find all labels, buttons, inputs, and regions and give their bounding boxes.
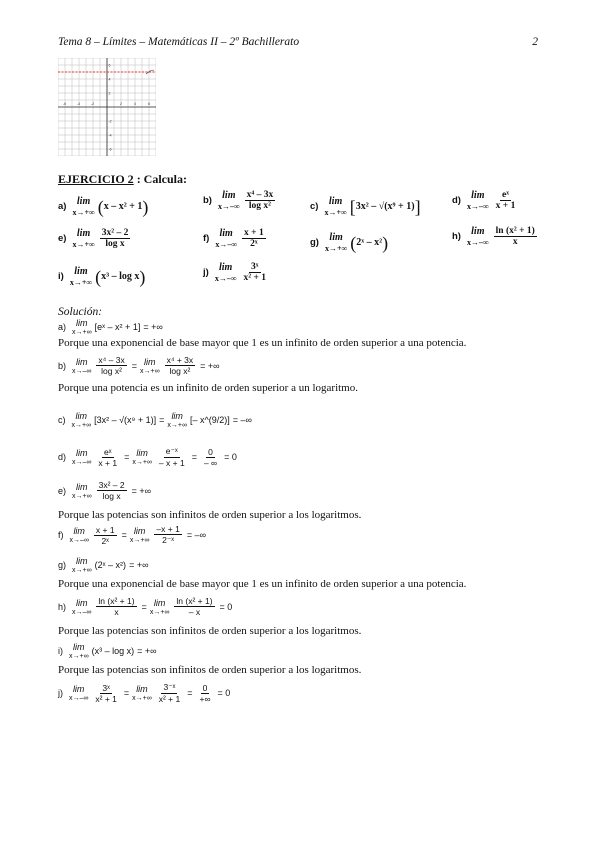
solution-a-note: Porque una exponencial de base mayor que 1 es un infinito de orden superior a una potencia. bbox=[58, 337, 467, 349]
solution-i-note: Porque las potencias son infinitos de orden superior a los logaritmos. bbox=[58, 664, 362, 676]
exercise-item-f: f) lim x→–∞ $\frac{x + 1}{\text{2ˣ}}$ bbox=[203, 228, 264, 249]
exercise-item-h: h) lim x→–∞ $\frac{\text{ln (x² + 1)}}{x}$ bbox=[452, 226, 535, 247]
exercise-item-e: e) lim x→+∞ $\frac{\text{3x² – 2}}{\text{log x}}$ bbox=[58, 228, 129, 249]
solution-h: h) lim x→–∞ $\frac{\text{ln (x² + 1)}}{x}$ = lim x→+∞ $\frac{\text{ln (x² + 1)}}{- x}$ = 0 bbox=[58, 596, 233, 617]
page-number: 2 bbox=[532, 36, 538, 48]
page-header bbox=[58, 36, 538, 48]
exercise-item-d: d) lim x→–∞ $\frac{\text{eˣ}}{x + 1}$ bbox=[452, 190, 516, 211]
exercise-item-g: g) lim x→+∞ ( 2ˣ – x² ) bbox=[310, 232, 389, 253]
exercise-item-a: a) lim x→+∞ ( x – x² + 1 ) bbox=[58, 196, 149, 217]
tick-x: 6 bbox=[148, 102, 150, 106]
tick-y: -2 bbox=[108, 119, 112, 124]
tick-y: -4 bbox=[108, 133, 112, 138]
solution-f: f) lim x→–∞ $\frac{x + 1}{\text{2ˣ}}$ = lim x→+∞ $\frac{-x + 1}{\text{2⁻ˣ}}$ = –∞ bbox=[58, 524, 206, 546]
tick-x: -6 bbox=[63, 102, 67, 106]
coordinate-graph bbox=[58, 58, 156, 156]
exercise-item-c: c) lim x→+∞ [ 3x² – √(x⁹ + 1) ] bbox=[310, 196, 421, 217]
solution-c: c) lim x→+∞ [3x² – √(x⁹ + 1)] = lim x→+∞ [– x^(9/2)] = –∞ bbox=[58, 411, 252, 429]
tick-x: 4 bbox=[134, 102, 136, 106]
solution-g-note: Porque una exponencial de base mayor que 1 es un infinito de orden superior a una potencia. bbox=[58, 578, 467, 590]
solution-h-note: Porque las potencias son infinitos de orden superior a los logaritmos. bbox=[58, 625, 362, 637]
exercise-item-i: i) lim x→+∞ ( x³ – log x ) bbox=[58, 266, 146, 287]
tick-x: -4 bbox=[77, 102, 81, 106]
tick-y: -6 bbox=[108, 147, 112, 152]
solution-e: e) lim x→+∞ $\frac{\text{3x² – 2}}{\text{log x}}$ = +∞ bbox=[58, 480, 152, 501]
solution-heading: Solución: bbox=[58, 306, 103, 318]
solution-j: j) lim x→–∞ $\frac{\text{3ˣ}}{\text{x² + 1}}$ = lim x→+∞ $\frac{\text{3⁻ˣ}}{\text{x² + 1}}$ = $\frac{0}{+\infty}$ = 0 bbox=[58, 682, 231, 704]
solution-d: d) lim x→–∞ $\frac{\text{eˣ}}{x + 1}$ = lim x→+∞ $\frac{\text{e⁻ˣ}}{- x + 1}$ = $\frac{0}{- \infty}$ = 0 bbox=[58, 446, 237, 468]
exercise-item-j: j) lim x→–∞ $\frac{\text{3ˣ}}{\text{x² + 1}}$ bbox=[203, 262, 267, 283]
exercise-item-b: b) lim x→–∞ $\frac{\text{x⁴ – 3x}}{\text{log x²}}$ bbox=[203, 190, 274, 211]
solution-e-note: Porque las potencias son infinitos de orden superior a los logaritmos. bbox=[58, 509, 362, 521]
tick-y: 4 bbox=[108, 77, 111, 82]
header-title: Tema 8 – Límites – Matemáticas II – 2º Bachillerato bbox=[58, 36, 300, 48]
solution-g: g) lim x→+∞ (2ˣ – x²) = +∞ bbox=[58, 556, 149, 574]
tick-y: 6 bbox=[108, 63, 111, 68]
tick-x: 2 bbox=[120, 102, 122, 106]
solution-b: b) lim x→–∞ $\frac{\text{x⁴ – 3x}}{\text{log x²}}$ = lim x→+∞ $\frac{\text{x⁴ + 3x}}{\text{log x²}}$ = +∞ bbox=[58, 355, 220, 376]
solution-i: i) lim x→+∞ (x³ – log x) = +∞ bbox=[58, 642, 157, 660]
solution-b-note: Porque una potencia es un infinito de orden superior a un logaritmo. bbox=[58, 382, 358, 394]
tick-x: -2 bbox=[91, 102, 95, 106]
tick-y: 2 bbox=[108, 91, 111, 96]
solution-a: a) lim x→+∞ [eˣ – x² + 1] = +∞ bbox=[58, 318, 163, 336]
exercise-heading: EJERCICIO 2 : Calcula: bbox=[58, 172, 188, 186]
